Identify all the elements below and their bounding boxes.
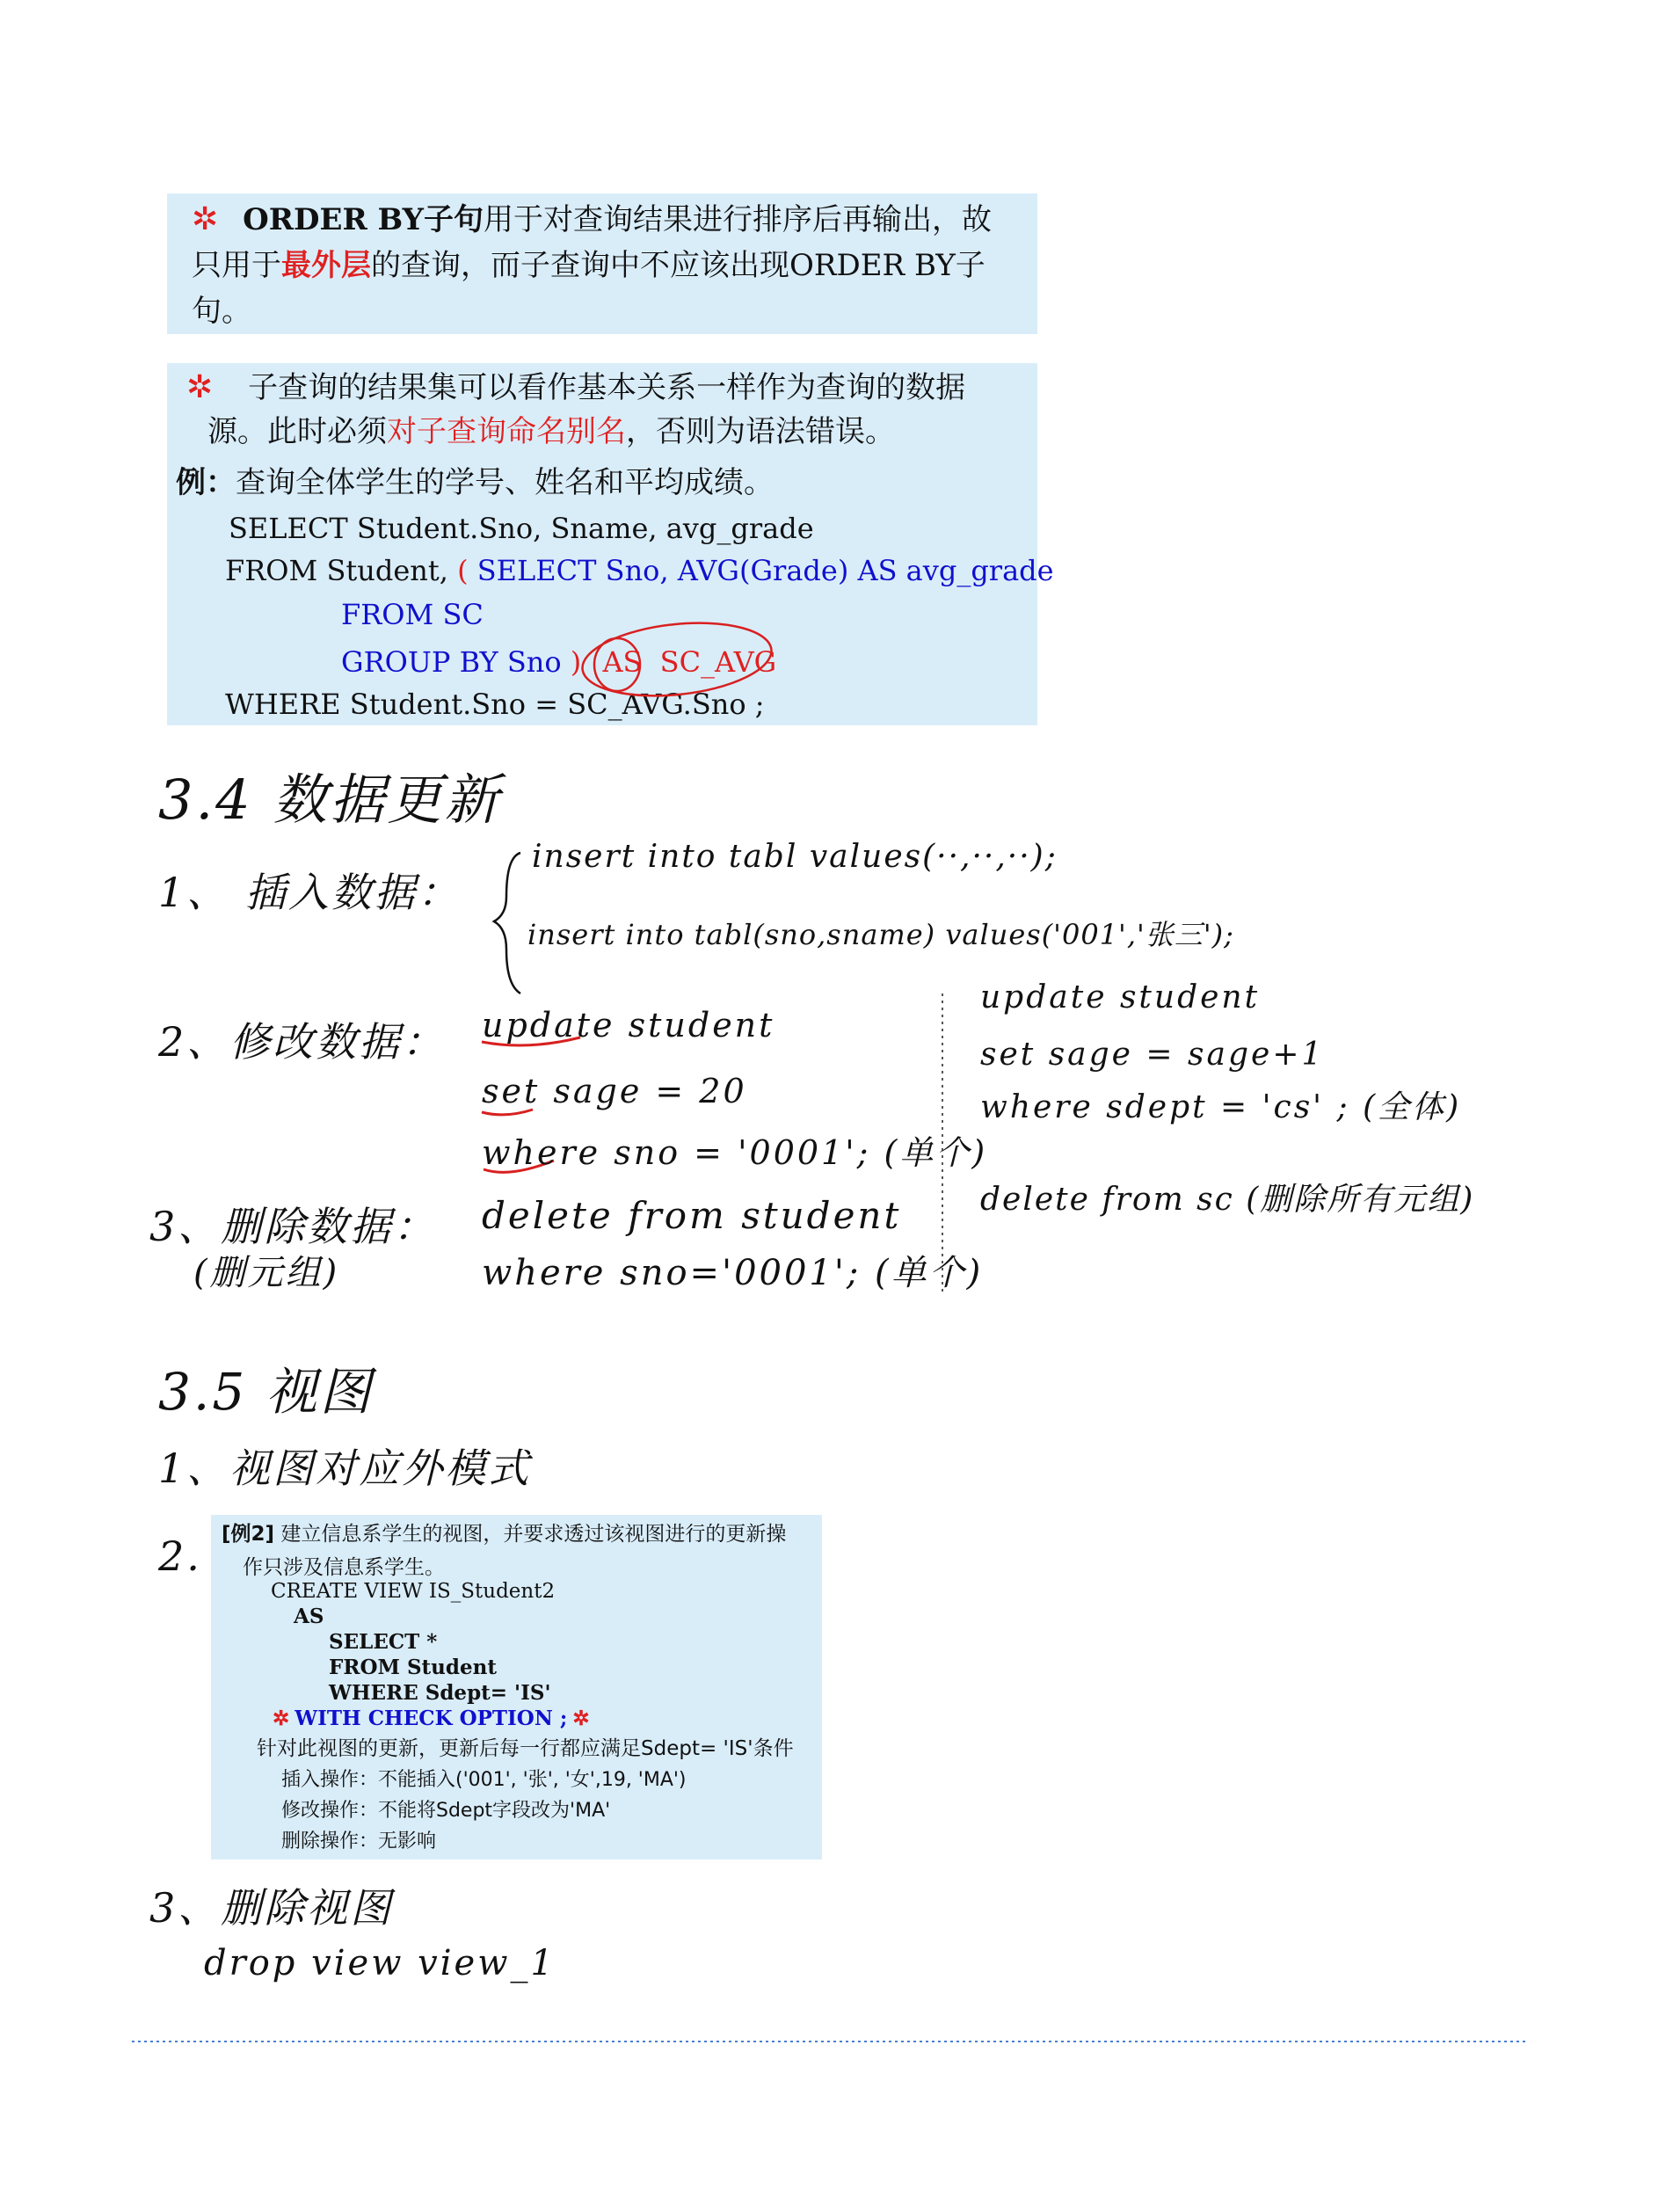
example-number: [例2] [222, 1523, 275, 1546]
view-title-line [222, 1519, 786, 1549]
open-paren: ( [457, 554, 469, 587]
update-all-line-2: set sage = sage+1 [980, 1037, 1325, 1073]
example-text: 查询全体学生的学号、姓名和平均成绩。 [236, 465, 774, 500]
star-mark-icon: ✲ [192, 201, 219, 237]
section-3-4-heading: 3.4 数据更新 [158, 768, 502, 832]
star-mark-icon: ✲ [572, 1707, 590, 1730]
delete-all-line: delete from sc (删除所有元组) [980, 1182, 1475, 1218]
insert-line-2: insert into tabl(sno,sname) values('001','张三'); [527, 918, 1234, 951]
alias-highlight: 对子查询命名别名 [387, 414, 626, 449]
view-point-3: 3、删除视图 [149, 1884, 394, 1932]
star-mark-icon: ✲ [273, 1707, 290, 1730]
update-line-1: update student [482, 1006, 775, 1044]
update-all-line-1: update student [980, 979, 1261, 1015]
view-title-line-2: 作只涉及信息系学生。 [243, 1556, 445, 1579]
update-line-3: where sno = '0001'; (单个) [482, 1133, 988, 1172]
line2-text-a: 源。此时必须 [207, 414, 387, 449]
as-keyword: AS [602, 645, 643, 679]
line2-text-b: 的查询，而子查询中不应该出现ORDER BY子 [371, 248, 985, 283]
delete-line-2: where sno='0001'; (单个) [482, 1253, 984, 1293]
update-line-2: set sage = 20 [482, 1072, 747, 1110]
order-by-note-line3: 句。 [192, 294, 251, 329]
sql-line-5: WHERE Student.Sno = SC_AVG.Sno ; [225, 688, 765, 721]
line2-text-b: ，否则为语法错误。 [626, 414, 895, 449]
alias-name: SC_AVG [659, 645, 777, 679]
insert-operation: 插入操作：不能插入('001', '张', '女',19, 'MA') [281, 1769, 687, 1791]
drop-view-code: drop view view_1 [204, 1943, 556, 1983]
sql-line-3: FROM SC [341, 598, 484, 631]
view-point-1: 1、视图对应外模式 [158, 1445, 532, 1492]
as-circle [594, 638, 643, 691]
view-code-2: AS [294, 1605, 324, 1628]
delete-line-1: delete from student [482, 1194, 902, 1237]
line2-text-a: 只用于 [192, 248, 281, 283]
sql-line-1: SELECT Student.Sno, Sname, avg_grade [229, 512, 814, 545]
insert-line-1: insert into tabl values(··,··,··); [532, 839, 1058, 875]
view-code-5: WHERE Sdept= 'IS' [329, 1681, 551, 1705]
view-code-6 [273, 1707, 590, 1731]
subquery-text: 子查询的结果集可以看作基本关系一样作为查询的数据 [248, 370, 966, 405]
update-operation: 修改操作：不能将Sdept字段改为'MA' [281, 1800, 611, 1822]
delete-sub-label: (删元组) [193, 1253, 340, 1293]
section-3-5-heading: 3.5 视图 [158, 1362, 374, 1422]
update-all-line-3: where sdept = 'cs' ; (全体) [980, 1089, 1462, 1125]
view-title-text: 建立信息系学生的视图，并要求透过该视图进行的更新操 [280, 1523, 787, 1546]
delete-operation: 删除操作：无影响 [281, 1830, 437, 1852]
order-by-description: 用于对查询结果进行排序后再输出，故 [483, 202, 992, 237]
order-by-keyword: ORDER BY子句 [243, 202, 484, 237]
insert-brace [494, 853, 520, 993]
subquery-select: SELECT Sno, AVG(Grade) AS avg_grade [476, 554, 1054, 587]
update-label: 2、修改数据： [158, 1018, 446, 1066]
star-mark-icon: ✲ [186, 369, 214, 405]
view-point-2: 2. [158, 1532, 202, 1580]
outermost-highlight: 最外层 [281, 248, 371, 283]
delete-label: 3、删除数据： [149, 1203, 437, 1250]
sql2-text: FROM Student, [225, 554, 448, 587]
view-code-3: SELECT * [329, 1630, 438, 1654]
close-paren: ) [570, 645, 582, 679]
example-label: 例： [176, 465, 236, 500]
view-code-1: CREATE VIEW IS_Student2 [271, 1580, 556, 1603]
view-note: 针对此视图的更新，更新后每一行都应满足Sdept= 'IS'条件 [257, 1737, 794, 1760]
alias-circle [578, 615, 775, 704]
with-check-option: WITH CHECK OPTION ; [295, 1707, 568, 1730]
insert-label: 1、 插入数据： [158, 869, 461, 916]
view-code-4: FROM Student [329, 1656, 497, 1679]
group-by: GROUP BY Sno [341, 645, 562, 679]
